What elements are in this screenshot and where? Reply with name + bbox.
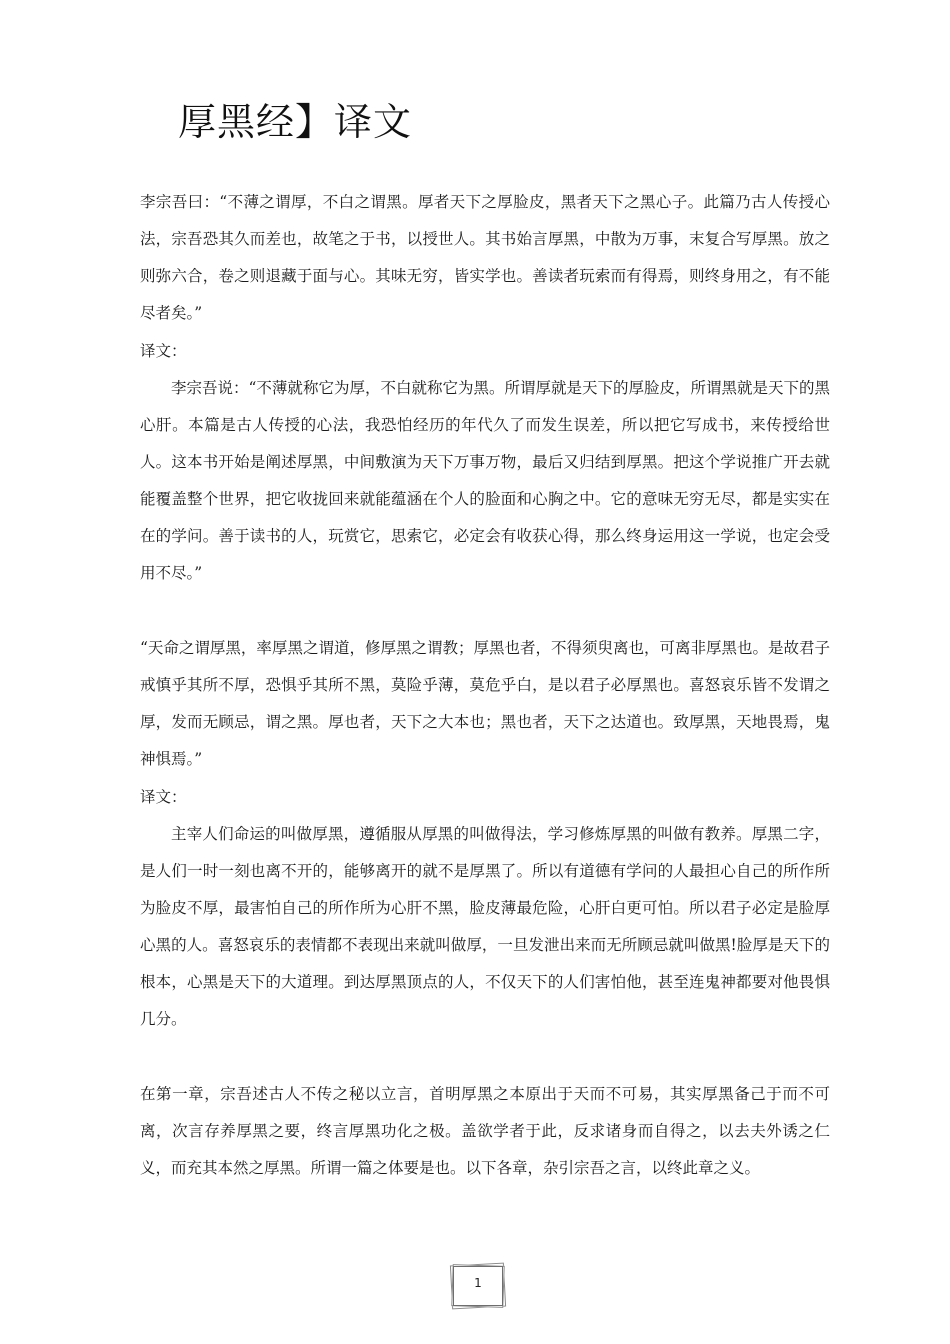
commentary-paragraph: 在第一章，宗吾述古人不传之秘以立言，首明厚黑之本原出于天而不可易，其实厚黑备己于而不可离，次言存养厚黑之要，终言厚黑功化之极。盖欲学者于此，反求诸身而自得之，以去夫外诱之仁义，而充其本然之厚黑。所谓一篇之体要是也。以下各章，杂引宗吾之言，以终此章之义。 (140, 1085, 830, 1177)
page-title: 厚黑经】译文 (178, 100, 413, 144)
section-1-translation-label: 译文： (140, 342, 187, 360)
section-1-original-paragraph: 李宗吾曰：“不薄之谓厚，不白之谓黑。厚者天下之厚脸皮，黑者天下之黑心子。此篇乃古人传授心法，宗吾恐其久而差也，故笔之于书，以授世人。其书始言厚黑，中散为万事，末复合写厚黑。放之则弥六合，卷之则退藏于面与心。其味无穷，皆实学也。善读者玩索而有得焉，则终身用之，有不能尽者矣。” (140, 193, 830, 322)
page-number: 1 (474, 1276, 482, 1290)
section-2-original-paragraph: “天命之谓厚黑，率厚黑之谓道，修厚黑之谓教；厚黑也者，不得须臾离也，可离非厚黑也。是故君子戒慎乎其所不厚，恐惧乎其所不黑，莫险乎薄，莫危乎白，是以君子必厚黑也。喜怒哀乐皆不发谓之厚，发而无顾忌，谓之黑。厚也者，天下之大本也；黑也者，天下之达道也。致厚黑，天地畏焉，鬼神惧焉。” (140, 639, 830, 768)
section-2-translation-paragraph: 主宰人们命运的叫做厚黑，遵循服从厚黑的叫做得法，学习修炼厚黑的叫做有教养。厚黑二字，是人们一时一刻也离不开的，能够离开的就不是厚黑了。所以有道德有学问的人最担心自己的所作所为脸皮不厚，最害怕自己的所作所为心肝不黑，脸皮薄最危险，心肝白更可怕。所以君子必定是脸厚心黑的人。喜怒哀乐的表情都不表现出来就叫做厚，一旦发泄出来而无所顾忌就叫做黑!脸厚是天下的根本，心黑是天下的大道理。到达厚黑顶点的人，不仅天下的人们害怕他，甚至连鬼神都要对他畏惧几分。 (140, 825, 830, 1028)
page-number-box (449, 1262, 507, 1308)
section-2-translation-label: 译文： (140, 788, 187, 806)
section-1-translation-paragraph: 李宗吾说：“不薄就称它为厚，不白就称它为黑。所谓厚就是天下的厚脸皮，所谓黑就是天下的黑心肝。本篇是古人传授的心法，我恐怕经历的年代久了而发生误差，所以把它写成书，来传授给世人。这本书开始是阐述厚黑，中间敷演为天下万事万物，最后又归结到厚黑。把这个学说推广开去就能覆盖整个世界，把它收拢回来就能蕴涵在个人的脸面和心胸之中。它的意味无穷无尽，都是实实在在的学问。善于读书的人，玩赏它，思索它，必定会有收获心得，那么终身运用这一学说，也定会受用不尽。” (140, 379, 830, 582)
